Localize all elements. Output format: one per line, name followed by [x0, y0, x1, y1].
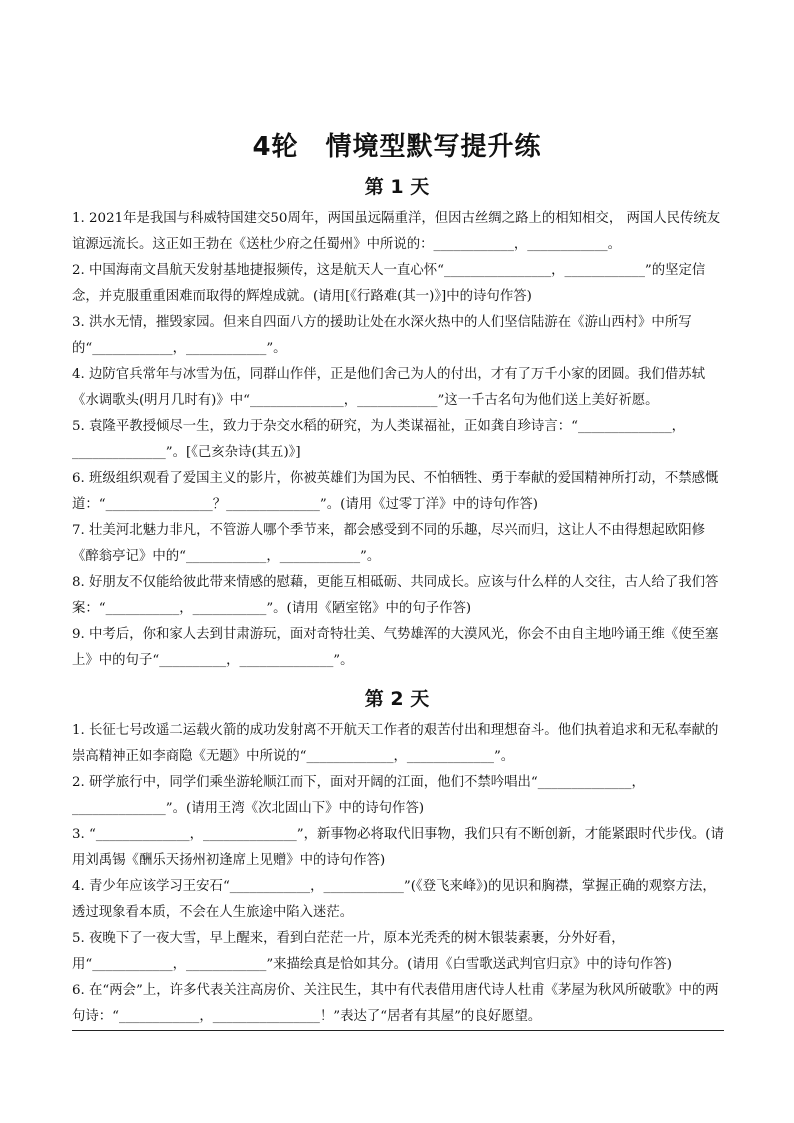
day-2-heading: 第 2 天 [364, 688, 430, 710]
day2-question-6: 6. 在“两会”上，许多代表关注高房价、关注民生，其中有代表借用唐代诗人杜甫《茅屋为秋风所破歌》中的两句诗：“____________，________________！”表达了“居者有其屋”的良好愿望。 [72, 983, 719, 1024]
day1-question-7: 7. 壮美河北魅力非凡，不管游人哪个季节来，都会感受到不同的乐趣，尽兴而归，这让人不由得想起欧阳修《醉翁亭记》中的“____________，____________”。 [72, 523, 705, 564]
day2-question-1: 1. 长征七号改遥二运载火箭的成功发射离不开航天工作者的艰苦付出和理想奋斗。他们执着追求和无私奉献的崇高精神正如李商隐《无题》中所说的“_____________，_____________”。 [72, 723, 719, 764]
day1-question-6: 6. 班级组织观看了爱国主义的影片，你被英雄们为国为民、不怕牺牲、勇于奉献的爱国精神所打动，不禁感慨道：“________________？______________”。(请用《过零丁洋》中的诗句作答) [72, 471, 719, 512]
day1-question-9: 9. 中考后，你和家人去到甘肃游玩，面对奇特壮美、气势雄浑的大漠风光，你会不由自主地吟诵王维《使至塞上》中的句子“__________，______________”。 [72, 627, 719, 668]
day1-question-4: 4. 边防官兵常年与冰雪为伍，同群山作伴，正是他们舍己为人的付出，才有了万千小家的团圆。我们借苏轼《水调歌头(明月几时有)》中“______________，____________”这一千古名句为他们送上美好祈愿。 [72, 367, 705, 408]
bottom-divider [72, 1030, 724, 1031]
day2-question-5: 5. 夜晚下了一夜大雪，早上醒来，看到白茫茫一片，原本光秃秃的树木银装素裹，分外好看，用“____________，____________”来描绘真是恰如其分。(请用《白雪歌送武判官归京》中的诗句作答) [72, 931, 672, 972]
day1-question-3: 3. 洪水无情，摧毁家园。但来自四面八方的援助让处在水深火热中的人们坚信陆游在《游山西村》中所写的“____________，____________”。 [72, 315, 692, 356]
day2-question-4: 4. 青少年应该学习王安石“____________，____________”(《登飞来峰》)的见识和胸襟，掌握正确的观察方法，透过现象看本质，不会在人生旅途中陷入迷茫。 [72, 879, 716, 920]
day2-question-2: 2. 研学旅行中，同学们乘坐游轮顺江而下，面对开阔的江面，他们不禁吟唱出“______________，______________”。(请用王湾《次北固山下》中的诗句作答) [72, 775, 645, 816]
day1-question-5: 5. 袁隆平教授倾尽一生，致力于杂交水稻的研究，为人类谋福祉，正如龚自珍诗言：“______________，______________”。[《己亥杂诗(其五)》] [72, 419, 686, 460]
day1-question-2: 2. 中国海南文昌航天发射基地捷报频传，这是航天人一直心怀“________________，____________”的坚定信念，并克服重重困难而取得的辉煌成就。(请用[《行路难(其一)》]中的诗句作答) [72, 263, 706, 304]
day-1-heading: 第 1 天 [364, 176, 430, 198]
day1-question-1: 1. 2021年是我国与科威特国建交50周年，两国虽远隔重洋，但因古丝绸之路上的相知相交， 两国人民传统友谊源远流长。这正如王勃在《送杜少府之任蜀州》中所说的：____________，____________。 [72, 211, 721, 252]
day1-question-8: 8. 好朋友不仅能给彼此带来情感的慰藉，更能互相砥砺、共同成长。应该与什么样的人交往，古人给了我们答案：“___________，___________”。(请用《陋室铭》中的句子作答) [72, 575, 719, 616]
page-title: 4轮 情境型默写提升练 [252, 132, 542, 162]
day2-question-3: 3. “______________，______________”，新事物必将取代旧事物，我们只有不断创新，才能紧跟时代步伐。(请用刘禹锡《酬乐天扬州初逢席上见赠》中的诗句作答) [72, 827, 724, 868]
